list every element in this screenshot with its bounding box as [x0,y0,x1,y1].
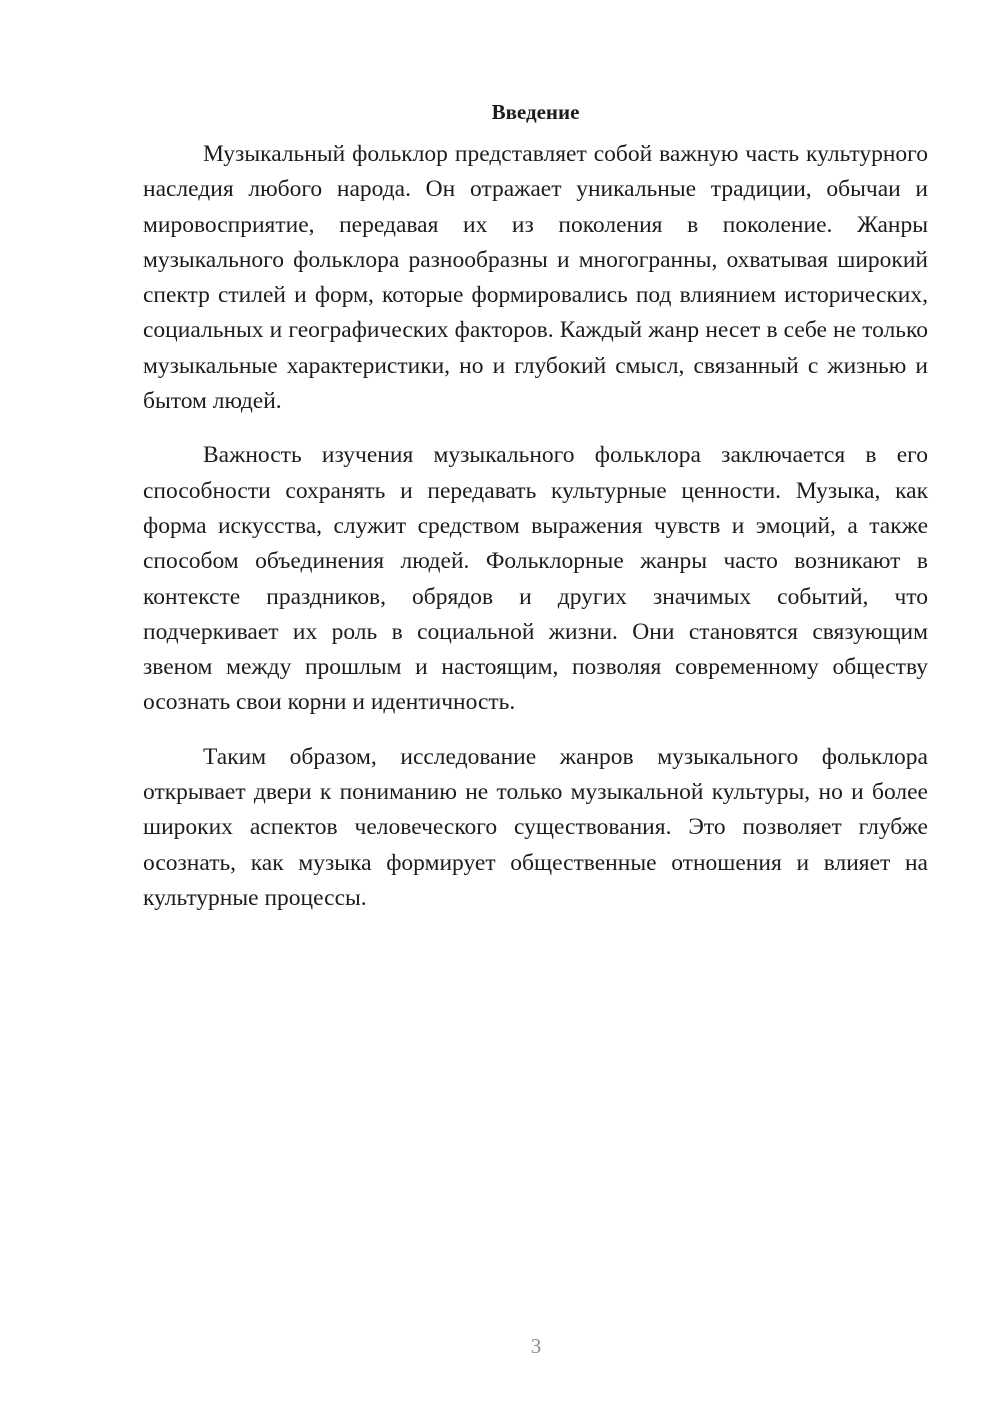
page-content [143,98,928,935]
section-heading: Введение [491,100,580,124]
paragraph-2: Важность изучения музыкального фольклора заключается в его способности сохранять и передавать культурные ценности. Музыка, как форма искусства, служит средством выражения чувств и эмоций, а также способом объединения людей. Фольклорные жанры часто возникают в контексте праздников, обрядов и других значимых событий, что подчеркивает их роль в социальной жизни. Они становятся связующим звеном между прошлым и настоящим, позволяя современному обществу осознать свои корни и идентичность. [143,442,928,716]
page-number: 3 [530,1334,542,1358]
paragraph-3: Таким образом, исследование жанров музыкального фольклора открывает двери к пониманию не только музыкальной культуры, но и более широких аспектов человеческого существования. Это позволяет глубже осознать, как музыка формирует общественные отношения и влияет на культурные процессы. [143,743,928,911]
paragraph-1: Музыкальный фольклор представляет собой важную часть культурного наследия любого народа. Он отражает уникальные традиции, обычаи и мировосприятие, передавая их из поколения в поколение. Жанры музыкального фольклора разнообразны и многогранны, охватывая широкий спектр стилей и форм, которые формировались под влиянием исторических, социальных и географических факторов. Каждый жанр несет в себе не только музыкальные характеристики, но и глубокий смысл, связанный с жизнью и бытом людей. [143,141,928,415]
